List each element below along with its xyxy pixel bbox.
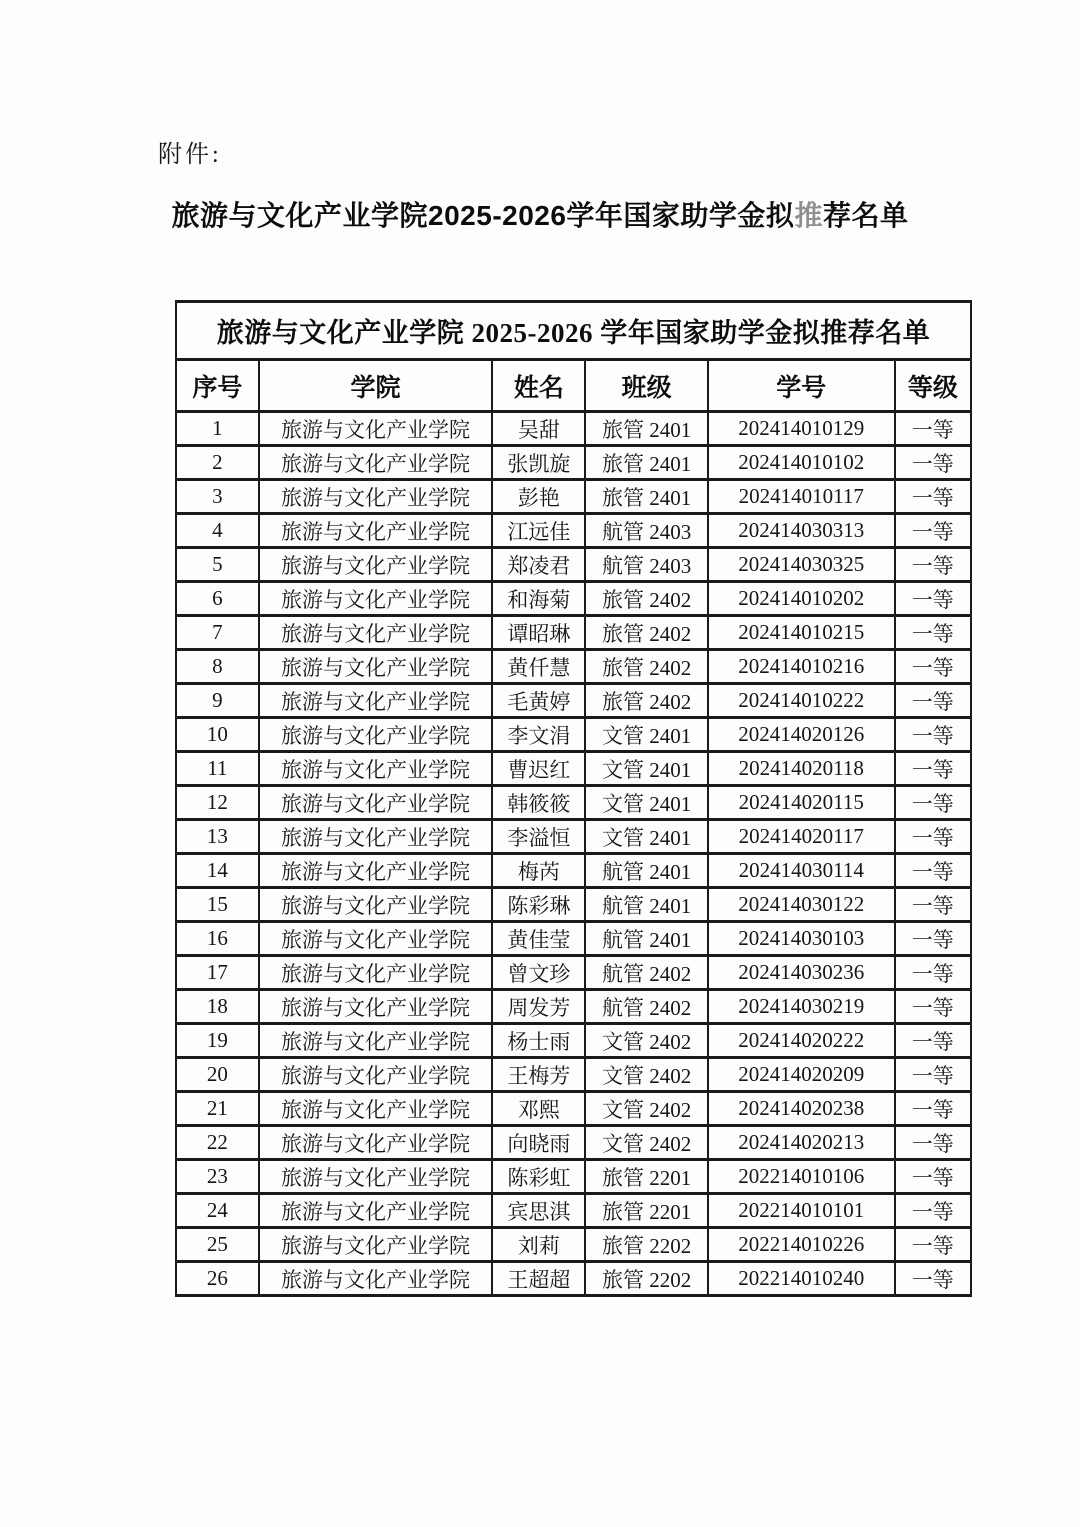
cell-student-id: 202414030103: [708, 922, 895, 956]
cell-college: 旅游与文化产业学院: [259, 1058, 493, 1092]
cell-student-id: 202414020115: [708, 786, 895, 820]
cell-level: 一等: [895, 752, 971, 786]
cell-class: 旅管 2201: [585, 1160, 707, 1194]
cell-class: 文管 2402: [585, 1024, 707, 1058]
cell-class: 旅管 2201: [585, 1194, 707, 1228]
cell-no: 24: [176, 1194, 259, 1228]
cell-name: 周发芳: [492, 990, 585, 1024]
document-title-suffix: 荐名单: [822, 200, 909, 231]
recommendation-table: [175, 300, 972, 1297]
cell-no: 26: [176, 1262, 259, 1296]
cell-name: 韩筱筱: [492, 786, 585, 820]
cell-class: 文管 2402: [585, 1092, 707, 1126]
attachment-label: 附件:: [158, 142, 222, 168]
cell-no: 11: [176, 752, 259, 786]
cell-name: 吴甜: [492, 412, 585, 446]
table-row: [176, 548, 971, 582]
cell-student-id: 202414030122: [708, 888, 895, 922]
cell-name: 毛黄婷: [492, 684, 585, 718]
cell-class: 航管 2401: [585, 888, 707, 922]
cell-class: 旅管 2402: [585, 650, 707, 684]
cell-college: 旅游与文化产业学院: [259, 650, 493, 684]
cell-name: 和海菊: [492, 582, 585, 616]
cell-no: 22: [176, 1126, 259, 1160]
cell-name: 梅芮: [492, 854, 585, 888]
cell-class: 旅管 2401: [585, 480, 707, 514]
cell-college: 旅游与文化产业学院: [259, 446, 493, 480]
cell-level: 一等: [895, 684, 971, 718]
cell-no: 2: [176, 446, 259, 480]
cell-student-id: 202214010226: [708, 1228, 895, 1262]
cell-class: 航管 2402: [585, 956, 707, 990]
cell-name: 张凯旋: [492, 446, 585, 480]
cell-college: 旅游与文化产业学院: [259, 786, 493, 820]
cell-name: 谭昭琳: [492, 616, 585, 650]
cell-student-id: 202414030114: [708, 854, 895, 888]
cell-student-id: 202414020213: [708, 1126, 895, 1160]
cell-name: 曾文珍: [492, 956, 585, 990]
cell-class: 航管 2401: [585, 922, 707, 956]
cell-college: 旅游与文化产业学院: [259, 888, 493, 922]
cell-no: 12: [176, 786, 259, 820]
cell-student-id: 202414020117: [708, 820, 895, 854]
cell-student-id: 202414010222: [708, 684, 895, 718]
cell-no: 15: [176, 888, 259, 922]
cell-student-id: 202214010106: [708, 1160, 895, 1194]
cell-student-id: 202214010101: [708, 1194, 895, 1228]
cell-student-id: 202414030325: [708, 548, 895, 582]
table-title-row: [176, 302, 971, 360]
column-header-name: 姓名: [492, 360, 585, 412]
column-header-student-id: 学号: [708, 360, 895, 412]
cell-class: 航管 2403: [585, 548, 707, 582]
cell-class: 航管 2403: [585, 514, 707, 548]
cell-class: 文管 2401: [585, 752, 707, 786]
cell-no: 7: [176, 616, 259, 650]
cell-name: 王梅芳: [492, 1058, 585, 1092]
table-row: [176, 718, 971, 752]
cell-level: 一等: [895, 650, 971, 684]
cell-level: 一等: [895, 1194, 971, 1228]
cell-student-id: 202414010216: [708, 650, 895, 684]
cell-no: 23: [176, 1160, 259, 1194]
cell-class: 航管 2402: [585, 990, 707, 1024]
cell-no: 16: [176, 922, 259, 956]
cell-level: 一等: [895, 582, 971, 616]
table-row: [176, 888, 971, 922]
cell-level: 一等: [895, 1092, 971, 1126]
cell-no: 8: [176, 650, 259, 684]
cell-level: 一等: [895, 786, 971, 820]
table-row: [176, 582, 971, 616]
column-header-class: 班级: [585, 360, 707, 412]
table-row: [176, 514, 971, 548]
cell-college: 旅游与文化产业学院: [259, 1262, 493, 1296]
cell-level: 一等: [895, 1160, 971, 1194]
cell-name: 黄仟慧: [492, 650, 585, 684]
cell-no: 17: [176, 956, 259, 990]
table-row: [176, 446, 971, 480]
cell-college: 旅游与文化产业学院: [259, 1160, 493, 1194]
table-row: [176, 990, 971, 1024]
table-row: [176, 752, 971, 786]
cell-level: 一等: [895, 718, 971, 752]
cell-class: 旅管 2402: [585, 616, 707, 650]
table-row: [176, 956, 971, 990]
cell-college: 旅游与文化产业学院: [259, 412, 493, 446]
cell-no: 10: [176, 718, 259, 752]
cell-class: 旅管 2202: [585, 1228, 707, 1262]
cell-no: 3: [176, 480, 259, 514]
cell-no: 9: [176, 684, 259, 718]
cell-level: 一等: [895, 480, 971, 514]
cell-level: 一等: [895, 854, 971, 888]
cell-name: 黄佳莹: [492, 922, 585, 956]
cell-no: 20: [176, 1058, 259, 1092]
cell-name: 刘莉: [492, 1228, 585, 1262]
table-row: [176, 1194, 971, 1228]
cell-student-id: 202414020222: [708, 1024, 895, 1058]
cell-student-id: 202414030313: [708, 514, 895, 548]
cell-level: 一等: [895, 548, 971, 582]
cell-college: 旅游与文化产业学院: [259, 990, 493, 1024]
cell-student-id: 202414010102: [708, 446, 895, 480]
table-row: [176, 1160, 971, 1194]
cell-college: 旅游与文化产业学院: [259, 1024, 493, 1058]
table-row: [176, 1262, 971, 1296]
cell-name: 曹迟红: [492, 752, 585, 786]
cell-student-id: 202414020209: [708, 1058, 895, 1092]
cell-name: 邓熙: [492, 1092, 585, 1126]
cell-level: 一等: [895, 922, 971, 956]
cell-college: 旅游与文化产业学院: [259, 616, 493, 650]
cell-no: 25: [176, 1228, 259, 1262]
cell-college: 旅游与文化产业学院: [259, 752, 493, 786]
table-row: [176, 786, 971, 820]
cell-college: 旅游与文化产业学院: [259, 1092, 493, 1126]
table-row: [176, 1024, 971, 1058]
cell-college: 旅游与文化产业学院: [259, 1194, 493, 1228]
cell-level: 一等: [895, 412, 971, 446]
document-title: [0, 194, 1080, 234]
cell-college: 旅游与文化产业学院: [259, 718, 493, 752]
cell-level: 一等: [895, 888, 971, 922]
cell-level: 一等: [895, 446, 971, 480]
table-row: [176, 616, 971, 650]
column-header-level: 等级: [895, 360, 971, 412]
cell-level: 一等: [895, 1228, 971, 1262]
cell-class: 文管 2401: [585, 786, 707, 820]
table-row: [176, 1058, 971, 1092]
cell-student-id: 202414020118: [708, 752, 895, 786]
table-title: 旅游与文化产业学院 2025-2026 学年国家助学金拟推荐名单: [176, 302, 971, 360]
table-row: [176, 1092, 971, 1126]
cell-class: 旅管 2402: [585, 582, 707, 616]
cell-name: 杨士雨: [492, 1024, 585, 1058]
cell-college: 旅游与文化产业学院: [259, 1228, 493, 1262]
cell-level: 一等: [895, 514, 971, 548]
cell-student-id: 202414030236: [708, 956, 895, 990]
cell-level: 一等: [895, 1024, 971, 1058]
cell-student-id: 202414030219: [708, 990, 895, 1024]
cell-student-id: 202414010129: [708, 412, 895, 446]
cell-student-id: 202414010202: [708, 582, 895, 616]
cell-class: 旅管 2401: [585, 446, 707, 480]
cell-level: 一等: [895, 956, 971, 990]
cell-student-id: 202414020238: [708, 1092, 895, 1126]
table-row: [176, 820, 971, 854]
cell-name: 李溢恒: [492, 820, 585, 854]
cell-college: 旅游与文化产业学院: [259, 684, 493, 718]
cell-college: 旅游与文化产业学院: [259, 548, 493, 582]
cell-no: 4: [176, 514, 259, 548]
document-title-highlight-char: 推: [794, 200, 823, 231]
cell-level: 一等: [895, 820, 971, 854]
table-row: [176, 412, 971, 446]
cell-class: 文管 2402: [585, 1058, 707, 1092]
cell-no: 13: [176, 820, 259, 854]
cell-level: 一等: [895, 990, 971, 1024]
table-row: [176, 1126, 971, 1160]
cell-class: 旅管 2402: [585, 684, 707, 718]
cell-name: 宾思淇: [492, 1194, 585, 1228]
cell-class: 文管 2401: [585, 718, 707, 752]
column-header-college: 学院: [259, 360, 493, 412]
cell-name: 陈彩虹: [492, 1160, 585, 1194]
table-header-row: [176, 360, 971, 412]
cell-student-id: 202414010215: [708, 616, 895, 650]
cell-name: 郑凌君: [492, 548, 585, 582]
cell-college: 旅游与文化产业学院: [259, 956, 493, 990]
cell-no: 5: [176, 548, 259, 582]
cell-class: 文管 2401: [585, 820, 707, 854]
document-title-prefix: 旅游与文化产业学院2025-2026学年国家助学金拟: [171, 200, 795, 231]
cell-college: 旅游与文化产业学院: [259, 922, 493, 956]
table-row: [176, 854, 971, 888]
cell-class: 文管 2402: [585, 1126, 707, 1160]
cell-no: 18: [176, 990, 259, 1024]
cell-student-id: 202414010117: [708, 480, 895, 514]
cell-college: 旅游与文化产业学院: [259, 820, 493, 854]
cell-no: 1: [176, 412, 259, 446]
cell-name: 陈彩琳: [492, 888, 585, 922]
cell-no: 14: [176, 854, 259, 888]
cell-level: 一等: [895, 1126, 971, 1160]
cell-level: 一等: [895, 1262, 971, 1296]
cell-college: 旅游与文化产业学院: [259, 480, 493, 514]
cell-no: 21: [176, 1092, 259, 1126]
table-row: [176, 480, 971, 514]
table-row: [176, 684, 971, 718]
cell-no: 19: [176, 1024, 259, 1058]
cell-level: 一等: [895, 1058, 971, 1092]
cell-name: 向晓雨: [492, 1126, 585, 1160]
cell-level: 一等: [895, 616, 971, 650]
cell-class: 旅管 2401: [585, 412, 707, 446]
cell-college: 旅游与文化产业学院: [259, 514, 493, 548]
cell-college: 旅游与文化产业学院: [259, 854, 493, 888]
table-row: [176, 922, 971, 956]
cell-name: 彭艳: [492, 480, 585, 514]
cell-class: 航管 2401: [585, 854, 707, 888]
table-row: [176, 650, 971, 684]
cell-name: 王超超: [492, 1262, 585, 1296]
cell-student-id: 202214010240: [708, 1262, 895, 1296]
column-header-no: 序号: [176, 360, 259, 412]
cell-name: 李文涓: [492, 718, 585, 752]
cell-class: 旅管 2202: [585, 1262, 707, 1296]
table-row: [176, 1228, 971, 1262]
cell-no: 6: [176, 582, 259, 616]
cell-name: 江远佳: [492, 514, 585, 548]
cell-student-id: 202414020126: [708, 718, 895, 752]
cell-college: 旅游与文化产业学院: [259, 582, 493, 616]
cell-college: 旅游与文化产业学院: [259, 1126, 493, 1160]
